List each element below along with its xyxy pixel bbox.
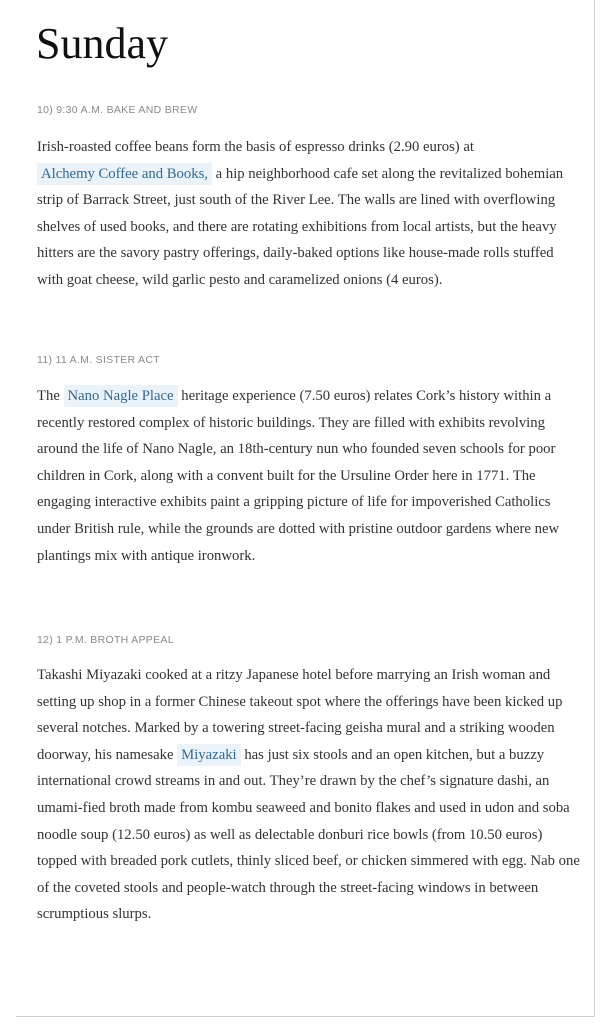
paragraph-text: a hip neighborhood cafe set along the revitalized bohemian strip of Barrack Street, just south of the River Lee. The walls are lined with overflowing shelves of used books, and there are rotating exhibitions from local artists, but the heavy hitters are the savory pastry offerings, daily-baked options like house-made rolls stuffed with goat cheese, wild garlic pesto and caramelized onions (4 euros). xyxy=(37,165,564,288)
section-paragraph-sister-act xyxy=(37,383,582,569)
link-nano-nagle-place[interactable]: Nano Nagle Place xyxy=(64,385,178,407)
paragraph-text: heritage experience (7.50 euros) relates Cork’s history within a recently restored complex of historic buildings. They are filled with exhibits revolving around the life of Nano Nagle, an 18th-century nun who founded seven schools for poor children in Cork, along with a convent built for the Ursuline Order here in 1771. The engaging interactive exhibits paint a gripping picture of life for impoverished Catholics under British rule, while the grounds are dotted with pristine outdoor gardens where new plantings mix with antique ironwork. xyxy=(37,388,560,564)
section-label-sister-act: 11) 11 A.M. SISTER ACT xyxy=(37,354,160,366)
paragraph-text: has just six stools and an open kitchen, but a buzzy international crowd streams in and out. They’re drawn by the chef’s signature dashi, an umami-fied broth made from kombu seaweed and bonito flakes and used in udon and soba noodle soup (12.50 euros) as well as delectable donburi rice bowls (from 10.50 euros) topped with breaded pork cutlets, thinly sliced beef, or chicken simmered with egg. Nab one of the coveted stools and people-watch through the street-facing windows in between scrumptious slurps. xyxy=(37,746,580,923)
page-title: Sunday xyxy=(36,19,168,68)
paragraph-text: Takashi Miyazaki cooked at a ritzy Japanese hotel before marrying an Irish woman and setting up shop in a former Chinese takeout spot where the offerings have been kicked up several notches. Marked by a towering street-facing geisha mural and a striking wooden doorway, his namesake xyxy=(37,667,563,763)
section-paragraph-bake-and-brew xyxy=(37,134,582,294)
paragraph-text: The xyxy=(37,388,64,404)
link-miyazaki[interactable]: Miyazaki xyxy=(177,744,240,766)
section-label-bake-and-brew: 10) 9:30 A.M. BAKE AND BREW xyxy=(37,104,198,116)
paragraph-text: Irish-roasted coffee beans form the basis of espresso drinks (2.90 euros) at xyxy=(37,139,474,155)
section-label-broth-appeal: 12) 1 P.M. BROTH APPEAL xyxy=(37,634,174,646)
section-paragraph-broth-appeal xyxy=(37,662,582,928)
link-alchemy-coffee-and-books[interactable]: Alchemy Coffee and Books, xyxy=(37,163,212,185)
